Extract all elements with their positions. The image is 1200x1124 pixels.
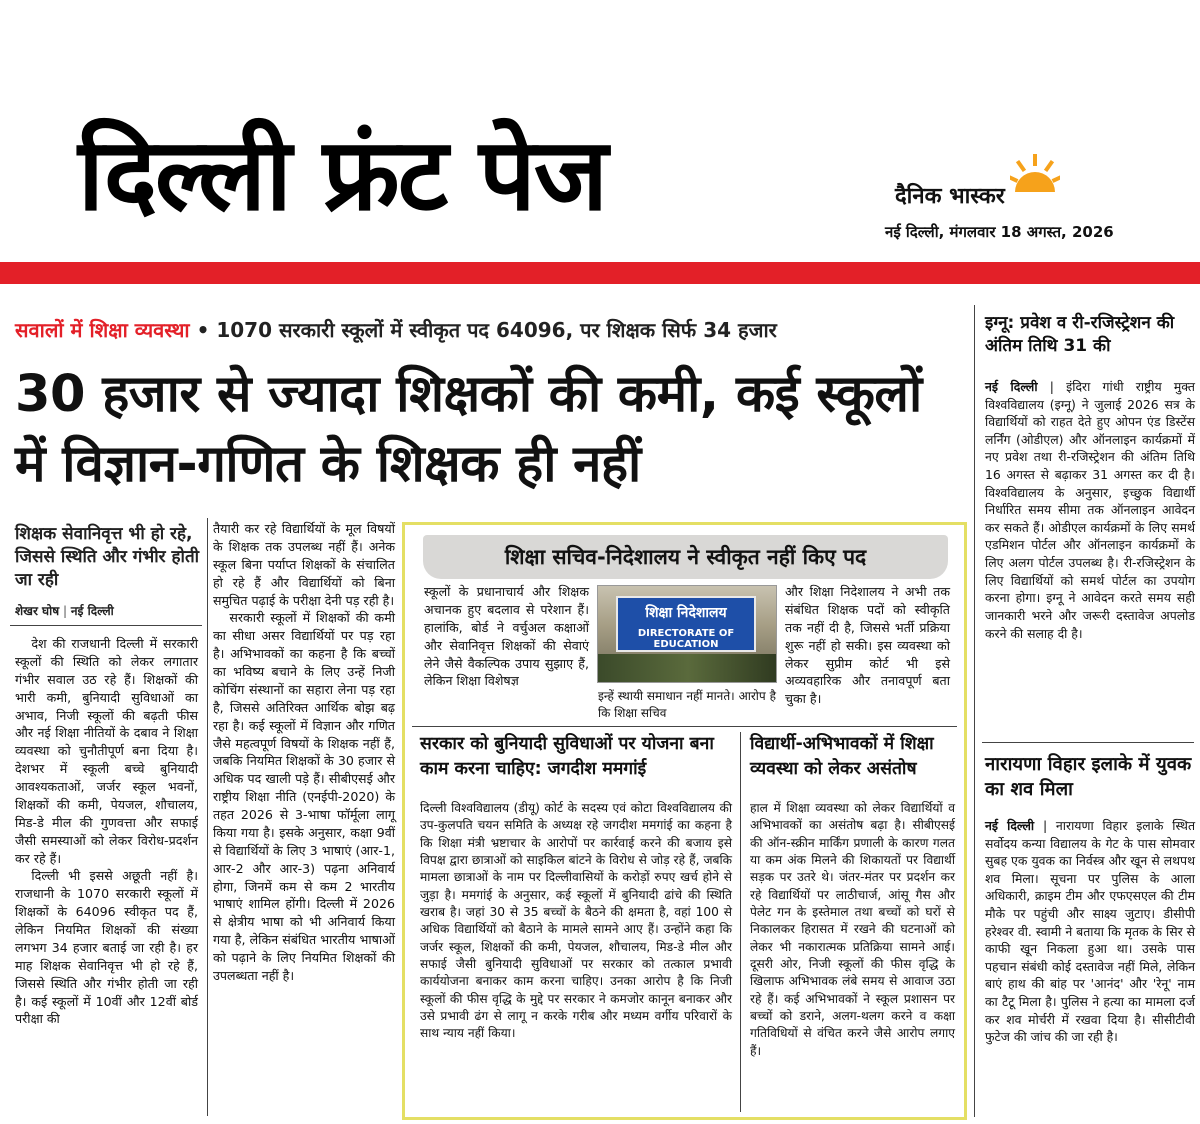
directorate-photo bbox=[597, 585, 777, 683]
sidebar-divider bbox=[982, 742, 1194, 743]
column-divider bbox=[974, 305, 975, 1117]
story2-headline: विद्यार्थी-अभिभावकों में शिक्षा व्यवस्था को लेकर असंतोष bbox=[750, 734, 934, 779]
brand-sun-icon bbox=[1010, 152, 1060, 202]
sidebar-headline-narayana: नारायणा विहार इलाके में युवक का शव मिला bbox=[985, 754, 1192, 800]
box-heading: शिक्षा सचिव-निदेशालय ने स्वीकृत नहीं किए पद bbox=[423, 535, 948, 579]
story2-body: हाल में शिक्षा व्यवस्था को लेकर विद्यार्थियों व अभिभावकों का असंतोष बढ़ा है। सीबीएसई की ऑन-स्क्रीन मार्किंग प्रणाली के कारण गलत या कम अंक मिलने की शिकायतों पर विद्यार्थी सड़क पर उतरे थे। जंतर-मंतर पर प्रदर्शन कर रहे विद्यार्थियों पर लाठीचार्ज, आंसू गैस और पेलेट गन के इस्तेमाल तथा बच्चों को घरों से निकालकर हिरासत में रखने की घटनाओं को लेकर भी नकारात्मक प्रतिक्रिया सामने आई। दूसरी ओर, निजी स्कूलों की फीस वृद्धि के खिलाफ अभिभावक लंबे समय से आवाज उठा रहे हैं। कई अभिभावकों ने स्कूल प्रशासन पर बच्चों को डराने, अलग-थलग करने व कक्षा गतिविधियों से वंचित करने जैसे आरोप लगाए हैं। bbox=[750, 801, 955, 1058]
box-column-divider bbox=[740, 732, 741, 1112]
kicker-label: सवालों में शिक्षा व्यवस्था bbox=[15, 318, 190, 342]
directorate-sign bbox=[616, 596, 756, 652]
story1-body: दिल्ली विश्वविद्यालय (डीयू) कोर्ट के सदस्य एवं कोटा विश्वविद्यालय की उप-कुलपति चयन समिति के अध्यक्ष रहे जगदीश ममगांई का कहना है कि शिक्षा मंत्री भ्रष्टाचार के आरोपों पर कार्रवाई करने की बजाय इसे विपक्ष द्वारा छात्राओं को साइकिल बांटने के विरोध से जोड़ रहे हैं, जबकि मामला छात्राओं के नाम पर दिल्लीवासियों के करोड़ों रुपए खर्च होने से जुड़ा है। ममगांई के अनुसार, कई स्कूलों में बुनियादी ढांचे की स्थिति खराब है। जहां 30 से 35 बच्चों के बैठने की क्षमता है, वहां 100 से अधिक विद्यार्थियों को बैठाने के मामले सामने आए हैं। उन्होंने कहा कि जर्जर स्कूल, शिक्षकों की कमी, पेयजल, शौचालय, मिड-डे मील और सफाई जैसी बुनियादी सुविधाओं पर सरकार को तत्काल प्रभावी कार्ययोजना बनाकर काम करना चाहिए। उनका आरोप है कि निजी स्कूलों की फीस वृद्धि के मुद्दे पर सरकार ने कमजोर कानून बनाकर और उसे प्रभावी ढंग से लागू न करके गरीब और मध्यम वर्गीय परिवारों के साथ न्याय नहीं किया। bbox=[420, 801, 732, 1041]
box-text-left: स्कूलों के प्रधानाचार्य और शिक्षक अचानक हुए बदलाव से परेशान हैं। हालांकि, बोर्ड ने वर्चुअल कक्षाओं और सेवानिवृत्त शिक्षकों की सेवाएं लेने जैसे वैकल्पिक उपाय सुझाए हैं, लेकिन शिक्षा विशेषज्ञ bbox=[424, 584, 589, 689]
sidebar-story-narayana bbox=[985, 817, 1195, 1046]
dateline-place: नई दिल्ली bbox=[985, 379, 1038, 394]
brand-name: दैनिक भास्कर bbox=[895, 184, 1005, 209]
lead-headline: 30 हजार से ज्यादा शिक्षकों की कमी, कई स्कूलों में विज्ञान-गणित के शिक्षक ही नहीं bbox=[15, 365, 922, 494]
sidebar-body: | इंदिरा गांधी राष्ट्रीय मुक्त विश्वविद्यालय (इग्नू) ने जुलाई 2026 सत्र के विद्यार्थियों को राहत देते हुए ओपन एंड डिस्टेंस लर्निंग (ओडीएल) और ऑनलाइन कार्यक्रमों में नए प्रवेश तथा री-रजिस्ट्रेशन की अंतिम तिथि 16 अगस्त से बढ़ाकर 31 अगस्त कर दी है। विश्वविद्यालय के अनुसार, इच्छुक विद्यार्थी निर्धारित समय सीमा तक ऑनलाइन आवेदन कर सकते हैं। ओडीएल कार्यक्रमों के लिए समर्थ एडमिशन पोर्टल और ऑनलाइन कार्यक्रमों के लिए अलग पोर्टल उपलब्ध है। री-रजिस्ट्रेशन के लिए विद्यार्थियों को समर्थ पोर्टल का उपयोग करना होगा। इग्नू ने आवेदन करते समय सही जानकारी भरने और जरूरी दस्तावेज अपलोड करने की सलाह दी है। bbox=[985, 379, 1195, 641]
byline-place: नई दिल्ली bbox=[70, 604, 114, 618]
lead-paragraph: देश की राजधानी दिल्ली में सरकारी स्कूलों की स्थिति को लेकर लगातार गंभीर सवाल उठ रहे हैं। शिक्षकों की भारी कमी, बुनियादी सुविधाओं का अभाव, निजी स्कूलों की बढ़ती फीस और नई शिक्षा नीतियों के दबाव ने शिक्षा व्यवस्था को चुनौतीपूर्ण बना दिया है। देशभर में स्कूली बच्चे बुनियादी आवश्यकताओं, जर्जर स्कूल भवनों, शिक्षकों की कमी, पेयजल, शौचालय, मिड-डे मील की गुणवत्ता और सफाई जैसी समस्याओं को लेकर विरोध-प्रदर्शन कर रहे हैं। bbox=[15, 636, 198, 866]
sidebar-body: | नारायणा विहार इलाके स्थित सर्वोदय कन्या विद्यालय के गेट के पास सोमवार सुबह एक युवक का निर्वस्त्र और खून से लथपथ शव मिला। सूचना पर पुलिस के आला अधिकारी, क्राइम टीम और एफएसएल की टीम मौके पर पहुंची और साक्ष्य जुटाए। डीसीपी हरेश्वर वी. स्वामी ने बताया कि मृतक के सिर से काफी खून निकला हुआ था। उसके पास पहचान संबंधी कोई दस्तावेज नहीं मिले, लेकिन बाएं हाथ की बांह पर 'आनंद' और 'रेनू' नाम का टैटू मिला है। पुलिस ने हत्या का मामला दर्ज कर शव मोर्चरी में रखवा दिया है। सीसीटीवी फुटेज की जांच की जा रही है। bbox=[985, 818, 1196, 1045]
sign-hindi: शिक्षा निदेशालय bbox=[645, 605, 727, 621]
byline bbox=[15, 602, 114, 619]
kicker-subhead: • 1070 सरकारी स्कूलों में स्वीकृत पद 64096, पर शिक्षक सिर्फ 34 हजार bbox=[189, 318, 777, 342]
lead-paragraph: दिल्ली भी इससे अछूती नहीं है। राजधानी के 1070 सरकारी स्कूलों में शिक्षकों के 64096 स्वीकृत पद हैं, लेकिन नियमित शिक्षकों की संख्या लगभग 34 हजार बताई जा रही है। हर माह शिक्षक सेवानिवृत्त भी हो रहे हैं, जिससे स्थिति और गंभीर होती जा रही है। कई स्कूलों में 10वीं और 12वीं बोर्ड परीक्षा की bbox=[15, 868, 198, 1027]
story1-headline: सरकार को बुनियादी सुविधाओं पर योजना बना काम करना चाहिए: जगदीश ममगांई bbox=[420, 734, 714, 779]
sidebar-story-ignou bbox=[985, 378, 1195, 642]
box-text-middle: इन्हें स्थायी समाधान नहीं मानते। आरोप है कि शिक्षा सचिव bbox=[598, 689, 776, 721]
dateline-place: नई दिल्ली bbox=[985, 818, 1035, 833]
lead-kicker bbox=[15, 316, 777, 343]
lead-column-1 bbox=[15, 635, 198, 1028]
page-title: दिल्ली फ्रंट पेज bbox=[78, 116, 606, 233]
box-text-right: और शिक्षा निदेशालय ने अभी तक संबंधित शिक्षक पदों को स्वीकृति तक नहीं दी है, जिससे भर्ती प्रक्रिया शुरू नहीं हो सकी। इस व्यवस्था को लेकर सुप्रीम कोर्ट भी इसे अव्यवहारिक और तनावपूर्ण बता चुका है। bbox=[785, 584, 950, 707]
dateline: नई दिल्ली, मंगलवार 18 अगस्त, 2026 bbox=[885, 223, 1114, 241]
box-divider bbox=[412, 726, 957, 727]
sidebar-headline-ignou: इग्नू: प्रवेश व री-रजिस्ट्रेशन की अंतिम तिथि 31 की bbox=[985, 313, 1175, 356]
sign-english: DIRECTORATE OF EDUCATION bbox=[637, 628, 735, 650]
red-divider-bar bbox=[0, 262, 1200, 284]
column-divider bbox=[207, 518, 208, 1116]
photo-foliage bbox=[598, 654, 777, 682]
byline-separator: | bbox=[59, 604, 71, 618]
lead-paragraph: तैयारी कर रहे विद्यार्थियों के मूल विषयों के शिक्षक तक उपलब्ध नहीं हैं। अनेक स्कूल बिना पर्याप्त शिक्षकों के संचालित हो रहे हैं और विद्यार्थियों को बिना समुचित पढ़ाई के परीक्षा देनी पड़ रही है। bbox=[213, 521, 395, 608]
masthead bbox=[0, 0, 1200, 290]
byline-name: शेखर घोष bbox=[15, 604, 60, 618]
lead-column-2 bbox=[213, 520, 395, 985]
lead-deck: शिक्षक सेवानिवृत्त भी हो रहे, जिससे स्थिति और गंभीर होती जा रही bbox=[15, 524, 200, 590]
lead-paragraph: सरकारी स्कूलों में शिक्षकों की कमी का सीधा असर विद्यार्थियों पर पड़ रहा है। अभिभावकों का कहना है कि बच्चों का भविष्य बचाने के लिए उन्हें निजी कोचिंग संस्थानों का सहारा लेना पड़ रहा है, जिससे अतिरिक्त आर्थिक बोझ बढ़ रहा है। कई स्कूलों में विज्ञान और गणित जैसे महत्वपूर्ण विषयों के शिक्षक नहीं हैं, जबकि नियमित शिक्षकों के 30 हजार से अधिक पद खाली पड़े हैं। सीबीएसई और राष्ट्रीय शिक्षा नीति (एनईपी-2020) के तहत 2026 से 3-भाषा फॉर्मूला लागू किया गया है। इसके अनुसार, कक्षा 9वीं से विद्यार्थियों के लिए 3 भाषाएं (आर-1, आर-2 और आर-3) पढ़ना अनिवार्य होगा, जिनमें कम से कम 2 भारतीय भाषाएं शामिल होंगी। दिल्ली में 2026 से क्षेत्रीय भाषा को भी अनिवार्य किया गया है, लेकिन संबंधित भारतीय भाषाओं को पढ़ाने के लिए नियमित शिक्षकों की उपलब्धता नहीं है। bbox=[213, 610, 395, 983]
byline-divider bbox=[10, 625, 202, 626]
